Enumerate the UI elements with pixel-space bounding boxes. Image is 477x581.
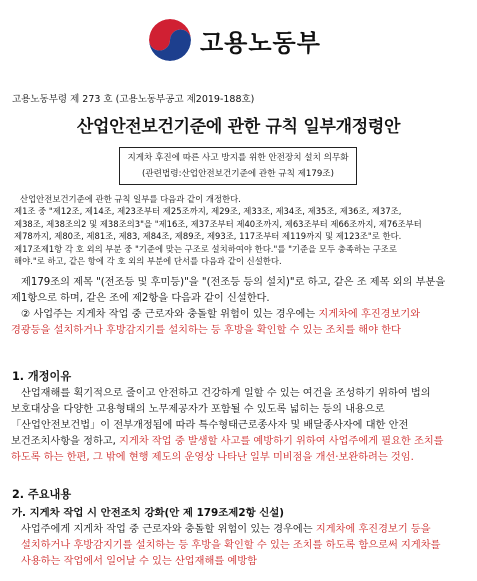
highlight-text: 지게차에 후진경보기 등을: [315, 524, 431, 535]
ministry-logo: [148, 18, 321, 62]
paragraph-line: 「산업안전보건법」이 전부개정됨에 따라 특수형태근로종사자 및 배달종사자에 대한 안전: [11, 420, 409, 431]
paragraph-line: 제1항으로 하며, 같은 조에 제2항을 다음과 같이 신설한다.: [11, 293, 270, 304]
amendment-text: [14, 193, 466, 267]
main-content-paragraph: [11, 522, 471, 570]
amendment-line: 제38조, 제38조의2 및 제38조의3"을 "제16조, 제37조부터 제40조까지, 제63조부터 제66조까지, 제76조부터: [14, 218, 422, 229]
paragraph-text: 사업주에게 지게차 작업 중 근로자와 충돌할 위험이 있는 경우에는: [21, 524, 316, 535]
decree-number: 고용노동부령 제 273 호 (고용노동부공고 제2019-188호): [12, 94, 255, 105]
amendment-line: 산업안전보건기준에 관한 규칙 일부를 다음과 같이 개정한다.: [20, 194, 241, 204]
subject-line-1: 지게차 후진에 따른 사고 방지를 위한 안전장치 설치 의무화: [127, 153, 349, 163]
highlight-text: 지게차 작업 중 발생할 사고를 예방하기 위하여 사업주에게 필요한 조치를: [119, 436, 444, 447]
reason-paragraph: [11, 386, 471, 466]
article-179-paragraph: [11, 275, 471, 339]
section-heading-reason: 1. 개정이유: [12, 370, 72, 383]
amendment-line: 제78까지, 제80조, 제81조, 제83, 제84조, 제89조, 제93조, 117조부터 제119까지 및 제123조"로 한다.: [14, 231, 402, 242]
highlight-line: 사용하는 작업에서 일어날 수 있는 산업재해를 예방함: [21, 556, 257, 567]
highlight-line: 설치하거나 후방감지기를 설치하는 등 후방을 확인할 수 있는 조치를 하도록 함으로써 지게차를: [21, 540, 441, 551]
paragraph-line: 제179조의 제목 "(전조등 및 후미등)"을 "(전조등 등의 설치)"로 하고, 같은 조 제목 외의 부분을: [21, 277, 446, 288]
amendment-line: 해야."로 하고, 같은 항에 각 호 외의 부분에 단서를 다음과 같이 신설한다.: [14, 256, 282, 267]
amendment-line: 제1조 중 "제12조, 제14조, 제23조부터 제25조까지, 제29조, 제33조, 제34조, 제35조, 제36조, 제37조,: [14, 206, 402, 217]
highlight-line: 경광등을 설치하거나 후방감지기를 설치하는 등 후방을 확인할 수 있는 조치를 해야 한다: [11, 325, 401, 336]
paragraph-line: [11, 434, 471, 450]
paragraph-line: [11, 307, 471, 323]
ministry-name: 고용노동부: [200, 28, 321, 57]
subject-line-2: (관련법령:산업안전보건기준에 관한 규칙 제179조): [142, 169, 334, 179]
subject-box: [119, 147, 357, 185]
paragraph-text: ② 사업주는 지게차 작업 중 근로자와 충돌할 위험이 있는 경우에는: [21, 309, 319, 320]
paragraph-line: 산업재해를 획기적으로 줄이고 안전하고 건강하게 일할 수 있는 여건을 조성하기 위하여 법의: [21, 388, 431, 399]
highlight-line: 하도록 하는 한편, 그 밖에 현행 제도의 운영상 나타난 일부 미비점을 개선·보완하려는 것임.: [11, 452, 414, 463]
paragraph-line: 보호대상을 다양한 고용형태의 노무제공자가 포함될 수 있도록 넓히는 등의 내용으로: [11, 404, 385, 415]
subsection-heading: 가. 지게차 작업 시 안전조치 강화(안 제 179조제2항 신설): [12, 507, 285, 519]
taegeuk-emblem-icon: [148, 18, 192, 62]
section-heading-main: 2. 주요내용: [12, 488, 72, 501]
document-title: 산업안전보건기준에 관한 규칙 일부개정령안: [76, 117, 401, 137]
paragraph-line: [11, 522, 471, 538]
highlight-text: 지게차에 후진경보기와: [318, 309, 421, 320]
paragraph-text: 보건조치사항을 정하고,: [11, 436, 120, 447]
amendment-line: 제17조제1항 각 호 외의 부분 중 "기준에 맞는 구조로 설치하여야 한다."를 "기준을 모두 충족하는 구조로: [14, 243, 397, 254]
